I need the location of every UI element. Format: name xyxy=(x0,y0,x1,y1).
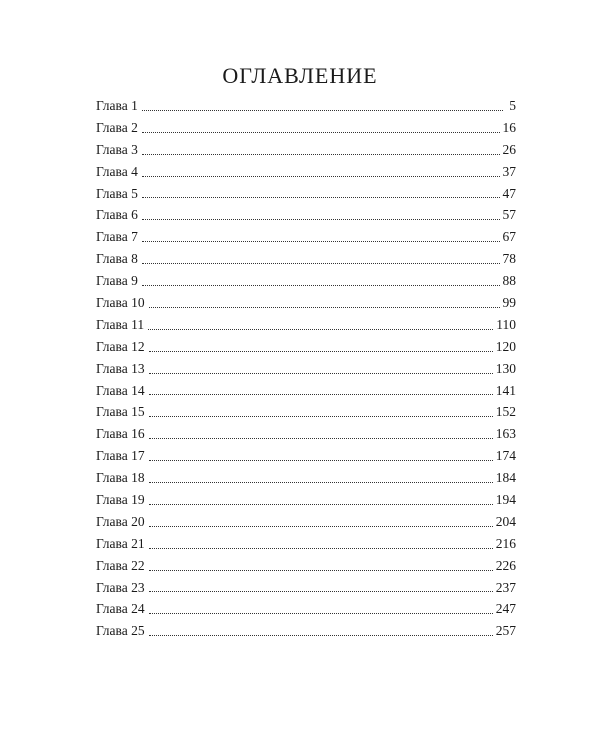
dot-leader xyxy=(149,525,493,527)
toc-entry-label: Глава 9 xyxy=(96,273,138,289)
dot-leader xyxy=(149,481,493,483)
toc-entry-page-number: 57 xyxy=(502,207,516,223)
toc-entry[interactable] xyxy=(96,380,516,402)
toc-entry-page-number: 110 xyxy=(496,316,516,332)
toc-entry-label: Глава 4 xyxy=(96,163,138,179)
page-title: ОГЛАВЛЕНИЕ xyxy=(222,63,378,88)
toc-entry-label: Глава 14 xyxy=(96,382,145,398)
toc-entry[interactable] xyxy=(96,226,516,248)
dot-leader xyxy=(149,350,493,352)
dot-leader xyxy=(142,175,500,177)
toc-entry-page-number: 16 xyxy=(502,119,516,135)
toc-entry[interactable] xyxy=(96,511,516,533)
toc-entry-page-number: 226 xyxy=(495,557,516,573)
dot-leader xyxy=(149,306,500,308)
toc-entry-page-number: 130 xyxy=(495,360,516,376)
toc-entry[interactable] xyxy=(96,620,516,642)
toc-entry[interactable] xyxy=(96,248,516,270)
toc-entry[interactable] xyxy=(96,183,516,205)
toc-entry-page-number: 37 xyxy=(502,163,516,179)
toc-entry-page-number: 5 xyxy=(509,98,516,113)
toc-entry-label: Глава 17 xyxy=(96,448,145,464)
dot-leader xyxy=(148,328,493,330)
toc-entry-label: Глава 13 xyxy=(96,360,145,376)
dot-leader xyxy=(142,240,500,242)
dot-leader xyxy=(149,612,493,614)
toc-entry-page-number: 88 xyxy=(502,273,516,289)
toc-entry-label: Глава 19 xyxy=(96,492,145,508)
table-of-contents xyxy=(96,95,516,642)
toc-entry[interactable] xyxy=(96,117,516,139)
toc-entry[interactable] xyxy=(96,95,516,117)
dot-leader xyxy=(149,393,493,395)
toc-entry-label: Глава 25 xyxy=(96,623,145,639)
dot-leader xyxy=(149,503,493,505)
toc-entry[interactable] xyxy=(96,555,516,577)
toc-entry[interactable] xyxy=(96,314,516,336)
toc-entry-label: Глава 16 xyxy=(96,426,145,442)
toc-entry-page-number: 184 xyxy=(495,470,516,486)
toc-entry-page-number: 47 xyxy=(502,185,516,201)
toc-entry[interactable] xyxy=(96,139,516,161)
toc-entry-label: Глава 8 xyxy=(96,251,138,267)
toc-entry-label: Глава 24 xyxy=(96,601,145,617)
dot-leader xyxy=(149,547,493,549)
toc-entry-page-number: 174 xyxy=(495,448,516,464)
toc-entry-label: Глава 3 xyxy=(96,141,138,157)
dot-leader xyxy=(142,109,503,111)
dot-leader xyxy=(149,437,493,439)
toc-entry-label: Глава 10 xyxy=(96,295,145,311)
toc-entry-label: Глава 18 xyxy=(96,470,145,486)
toc-entry-label: Глава 7 xyxy=(96,229,138,245)
toc-entry[interactable] xyxy=(96,423,516,445)
toc-entry[interactable] xyxy=(96,336,516,358)
toc-entry[interactable] xyxy=(96,270,516,292)
toc-entry[interactable] xyxy=(96,358,516,380)
dot-leader xyxy=(149,569,493,571)
dot-leader xyxy=(142,196,500,198)
toc-entry[interactable] xyxy=(96,577,516,599)
dot-leader xyxy=(142,218,500,220)
toc-entry-page-number: 204 xyxy=(495,513,516,529)
toc-entry-label: Глава 2 xyxy=(96,119,138,135)
toc-entry[interactable] xyxy=(96,161,516,183)
toc-entry-page-number: 257 xyxy=(495,623,516,639)
toc-entry-label: Глава 15 xyxy=(96,404,145,420)
dot-leader xyxy=(149,459,493,461)
toc-entry-page-number: 99 xyxy=(502,295,516,311)
toc-entry[interactable] xyxy=(96,489,516,511)
toc-entry-label: Глава 21 xyxy=(96,535,145,551)
toc-entry[interactable] xyxy=(96,598,516,620)
dot-leader xyxy=(142,262,500,264)
toc-entry-label: Глава 1 xyxy=(96,98,138,113)
toc-entry-label: Глава 11 xyxy=(96,316,145,332)
toc-entry[interactable] xyxy=(96,467,516,489)
dot-leader xyxy=(142,153,500,155)
toc-entry-label: Глава 20 xyxy=(96,513,145,529)
toc-entry-page-number: 194 xyxy=(495,492,516,508)
toc-entry-label: Глава 6 xyxy=(96,207,138,223)
toc-entry-page-number: 67 xyxy=(502,229,516,245)
toc-entry-label: Глава 5 xyxy=(96,185,138,201)
toc-entry[interactable] xyxy=(96,204,516,226)
dot-leader xyxy=(149,372,493,374)
toc-entry-label: Глава 22 xyxy=(96,557,145,573)
dot-leader xyxy=(149,634,493,636)
dot-leader xyxy=(149,415,493,417)
toc-entry[interactable] xyxy=(96,533,516,555)
toc-entry-page-number: 152 xyxy=(495,404,516,420)
toc-entry[interactable] xyxy=(96,445,516,467)
toc-entry-label: Глава 12 xyxy=(96,338,145,354)
toc-entry[interactable] xyxy=(96,292,516,314)
toc-entry-page-number: 163 xyxy=(495,426,516,442)
toc-entry-page-number: 237 xyxy=(495,579,516,595)
dot-leader xyxy=(142,284,500,286)
toc-entry-page-number: 216 xyxy=(495,535,516,551)
toc-entry-label: Глава 23 xyxy=(96,579,145,595)
toc-entry-page-number: 120 xyxy=(495,338,516,354)
toc-entry[interactable] xyxy=(96,401,516,423)
dot-leader xyxy=(149,590,493,592)
toc-entry-page-number: 247 xyxy=(495,601,516,617)
toc-entry-page-number: 141 xyxy=(495,382,516,398)
toc-entry-page-number: 26 xyxy=(502,141,516,157)
dot-leader xyxy=(142,131,500,133)
toc-entry-page-number: 78 xyxy=(502,251,516,267)
